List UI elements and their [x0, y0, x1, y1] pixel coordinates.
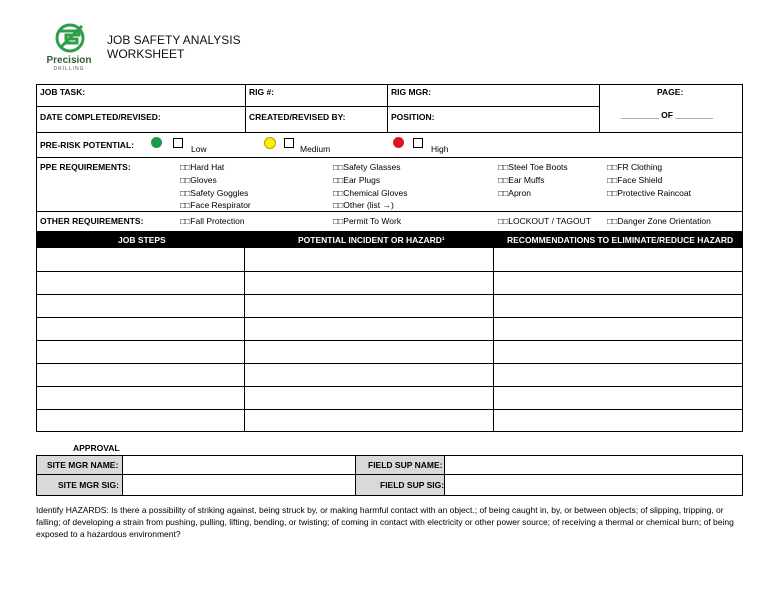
ppe-item[interactable]: □□Ear Muffs — [498, 175, 545, 185]
job-task-label: JOB TASK: — [40, 87, 86, 97]
ppe-requirements-label: PPE REQUIREMENTS: — [40, 162, 131, 172]
title-line-2: WORKSHEET — [107, 47, 185, 61]
job-steps-header: JOB STEPS — [118, 235, 166, 245]
hazard-footnote: Identify HAZARDS: Is there a possibility of striking against, being struck by, or making harmful contact with an object.; of being caught in, by, or between objects; of slipping, tripping, or falling; of developing a strain from pushing, pulling, lifting, bending, or twisting; of coming in contact with electricity or other power source; of receiving a thermal or chemical burn; of being exposed to a hazardous environment? — [36, 505, 734, 539]
ppe-item[interactable]: □□Protective Raincoat — [607, 188, 691, 198]
ppe-item[interactable]: □□Face Shield — [607, 175, 663, 185]
grid-line — [36, 157, 743, 158]
ppe-item-label: Safety Goggles — [190, 188, 249, 198]
medium-risk-label: Medium — [300, 144, 331, 154]
medium-risk-indicator — [264, 137, 276, 149]
position-label: POSITION: — [391, 112, 435, 122]
field-sup-name-label: FIELD SUP NAME: — [368, 460, 443, 470]
ppe-item[interactable]: □□Apron — [498, 188, 531, 198]
brand-name: Precision — [46, 55, 92, 66]
grid-line — [36, 474, 743, 475]
table-row[interactable] — [36, 363, 743, 364]
medium-risk-checkbox[interactable] — [284, 138, 294, 148]
other-item-label: Permit To Work — [343, 216, 402, 226]
pre-risk-label: PRE-RISK POTENTIAL: — [40, 140, 134, 150]
recommendations-header: RECOMMENDATIONS TO ELIMINATE/REDUCE HAZARD — [507, 235, 734, 245]
table-row[interactable] — [36, 317, 743, 318]
other-requirements-label: OTHER REQUIREMENTS: — [40, 216, 144, 226]
table-row[interactable] — [36, 271, 743, 272]
grid-line — [444, 455, 445, 496]
ppe-item-label: Chemical Gloves — [343, 188, 408, 198]
other-item[interactable]: □□Permit To Work — [333, 216, 402, 226]
grid-line — [245, 84, 246, 132]
grid-line — [122, 455, 123, 496]
site-mgr-name-label: SITE MGR NAME: — [47, 460, 119, 470]
high-risk-indicator — [393, 137, 404, 148]
ppe-item[interactable]: □□Hard Hat — [180, 162, 225, 172]
title-line-1: JOB SAFETY ANALYSIS — [107, 33, 241, 47]
table-row[interactable] — [36, 340, 743, 341]
table-header — [36, 231, 743, 248]
approval-title: APPROVAL — [73, 443, 120, 453]
ppe-item-label: Apron — [508, 188, 531, 198]
grid-line — [355, 455, 356, 496]
ppe-item-label: Other (list →) — [343, 200, 394, 210]
high-risk-label: High — [431, 144, 449, 154]
rig-number-label: RIG #: — [249, 87, 275, 97]
ppe-item[interactable]: □□Face Respirator — [180, 200, 251, 210]
ppe-item[interactable]: □□Steel Toe Boots — [498, 162, 568, 172]
other-item[interactable]: □□Danger Zone Orientation — [607, 216, 711, 226]
low-risk-checkbox[interactable] — [173, 138, 183, 148]
ppe-item-label: Ear Plugs — [343, 175, 381, 185]
ppe-item[interactable]: □□Chemical Gloves — [333, 188, 408, 198]
grid-line — [387, 84, 388, 132]
brand-sub: DRILLING — [53, 66, 85, 72]
ppe-item[interactable]: □□Safety Glasses — [333, 162, 401, 172]
hazard-header: POTENTIAL INCIDENT OR HAZARD¹ — [298, 235, 445, 245]
ppe-item-label: Gloves — [190, 175, 217, 185]
grid-line — [36, 455, 743, 456]
ppe-item-label: Face Respirator — [190, 200, 251, 210]
ppe-item-label: Safety Glasses — [343, 162, 401, 172]
date-completed-label: DATE COMPLETED/REVISED: — [40, 112, 161, 122]
ppe-item-label: Hard Hat — [190, 162, 225, 172]
other-item[interactable]: □□Fall Protection — [180, 216, 245, 226]
ppe-item[interactable]: □□Gloves — [180, 175, 217, 185]
grid-line — [36, 211, 743, 212]
grid-line — [36, 455, 37, 496]
page-of-field[interactable]: ________ OF ________ — [621, 110, 714, 120]
site-mgr-sig-label: SITE MGR SIG: — [58, 480, 119, 490]
other-item-label: Danger Zone Orientation — [617, 216, 711, 226]
created-by-label: CREATED/REVISED BY: — [249, 112, 346, 122]
grid-line — [36, 84, 743, 85]
rig-manager-label: RIG MGR: — [391, 87, 432, 97]
ppe-item[interactable]: □□Ear Plugs — [333, 175, 381, 185]
ppe-item[interactable]: □□FR Clothing — [607, 162, 663, 172]
other-item[interactable]: □□LOCKOUT / TAGOUT — [498, 216, 591, 226]
page-title — [107, 33, 241, 61]
grid-line — [36, 495, 743, 496]
grid-line — [36, 106, 599, 107]
grid-line — [36, 132, 743, 133]
ppe-item-label: FR Clothing — [617, 162, 663, 172]
table-row[interactable] — [36, 294, 743, 295]
table-row[interactable] — [36, 431, 743, 432]
high-risk-checkbox[interactable] — [413, 138, 423, 148]
table-row[interactable] — [36, 409, 743, 410]
ppe-item-label: Ear Muffs — [508, 175, 545, 185]
field-sup-sig-label: FIELD SUP SIG: — [380, 480, 445, 490]
table-row[interactable] — [36, 386, 743, 387]
grid-line — [742, 455, 743, 496]
ppe-item-label: Face Shield — [617, 175, 663, 185]
grid-line — [599, 84, 600, 132]
ppe-item[interactable]: □□Other (list →) — [333, 200, 394, 210]
ppe-item[interactable]: □□Safety Goggles — [180, 188, 249, 198]
page-label: PAGE: — [657, 87, 684, 97]
other-item-label: LOCKOUT / TAGOUT — [508, 216, 591, 226]
low-risk-indicator — [151, 137, 162, 148]
other-item-label: Fall Protection — [190, 216, 245, 226]
ppe-item-label: Steel Toe Boots — [508, 162, 568, 172]
ppe-item-label: Protective Raincoat — [617, 188, 691, 198]
low-risk-label: Low — [191, 144, 207, 154]
